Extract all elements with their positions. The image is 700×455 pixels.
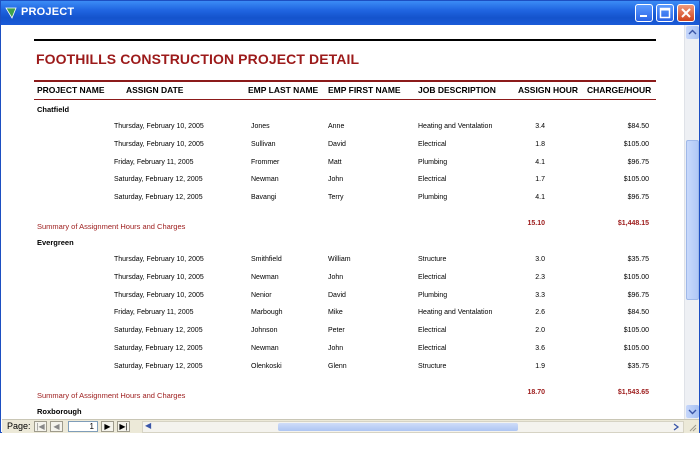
next-page-button[interactable]: ▶	[101, 421, 114, 432]
cell-assign-date: Thursday, February 10, 2005	[114, 273, 204, 281]
cell-emp-last-name: Newman	[251, 273, 279, 281]
cell-job-description: Plumbing	[418, 291, 448, 299]
group-project-name: Chatfield	[37, 105, 70, 114]
cell-job-description: Heating and Ventalation	[418, 123, 493, 130]
cell-assign-hour: 2.0	[535, 327, 545, 335]
app-icon	[5, 7, 17, 19]
cell-assign-hour: 1.7	[535, 176, 545, 184]
cell-assign-date: Saturday, February 12, 2005	[114, 327, 203, 335]
last-page-button[interactable]: ▶|	[117, 421, 130, 432]
group-project-name: Evergreen	[37, 238, 74, 247]
report-canvas	[2, 25, 684, 419]
cell-charge-hour: $84.50	[627, 123, 649, 130]
cell-emp-first-name: John	[328, 273, 344, 281]
cell-assign-hour: 3.4	[535, 123, 545, 130]
cell-emp-last-name: Newman	[251, 345, 279, 352]
cell-assign-hour: 2.3	[535, 273, 545, 281]
cell-emp-first-name: Mike	[328, 309, 343, 317]
cell-job-description: Plumbing	[418, 158, 448, 166]
cell-emp-first-name: David	[328, 291, 346, 299]
group-total-hours: 18.70	[527, 388, 545, 396]
cell-assign-hour: 1.8	[535, 140, 545, 148]
horizontal-scrollbar[interactable]	[142, 421, 684, 433]
cell-charge-hour: $35.75	[627, 256, 649, 263]
cell-emp-first-name: William	[328, 256, 351, 263]
cell-assign-date: Thursday, February 10, 2005	[114, 256, 204, 263]
cell-assign-date: Saturday, February 12, 2005	[114, 345, 203, 352]
header-project-name: PROJECT NAME	[37, 85, 105, 95]
minimize-icon	[636, 5, 652, 21]
scroll-down-button[interactable]	[686, 405, 699, 418]
report-title-rule	[34, 80, 656, 82]
cell-charge-hour: $105.00	[623, 327, 649, 335]
header-job-description: JOB DESCRIPTION	[418, 85, 496, 95]
cell-emp-first-name: Matt	[328, 158, 342, 166]
header-emp-last-name: EMP LAST NAME	[248, 85, 319, 95]
group-total-charge: $1,448.15	[617, 220, 649, 227]
cell-assign-date: Friday, February 11, 2005	[114, 309, 194, 317]
scroll-up-icon	[686, 26, 699, 39]
cell-job-description: Electrical	[418, 345, 447, 352]
cell-charge-hour: $105.00	[623, 176, 649, 184]
cell-assign-hour: 4.1	[535, 194, 545, 202]
close-button[interactable]	[677, 4, 695, 22]
cell-emp-last-name: Marbough	[251, 309, 283, 317]
scroll-left-icon[interactable]: ◀	[145, 421, 152, 430]
title-bar[interactable]	[1, 1, 699, 25]
cell-emp-last-name: Bavangi	[251, 194, 277, 202]
scroll-down-icon	[686, 405, 699, 418]
cell-emp-last-name: Johnson	[251, 327, 278, 335]
maximize-button[interactable]	[656, 4, 674, 22]
cell-emp-last-name: Sullivan	[251, 140, 276, 148]
cell-charge-hour: $105.00	[623, 140, 649, 148]
cell-assign-hour: 4.1	[535, 158, 545, 166]
cell-emp-last-name: Newman	[251, 176, 279, 184]
cell-assign-date: Saturday, February 12, 2005	[114, 176, 203, 184]
cell-charge-hour: $35.75	[627, 362, 649, 370]
cell-charge-hour: $105.00	[623, 273, 649, 281]
cell-emp-last-name: Nenior	[251, 291, 272, 299]
cell-assign-date: Saturday, February 12, 2005	[114, 362, 203, 370]
cell-assign-date: Thursday, February 10, 2005	[114, 123, 204, 130]
scroll-up-button[interactable]	[686, 26, 699, 39]
previous-page-button[interactable]: ◀	[50, 421, 63, 432]
header-rule	[34, 99, 656, 100]
vertical-scroll-thumb[interactable]	[686, 140, 699, 300]
cell-charge-hour: $96.75	[627, 158, 649, 166]
minimize-button[interactable]	[635, 4, 653, 22]
resize-grip-icon[interactable]	[687, 422, 697, 432]
cell-assign-hour: 3.0	[535, 256, 545, 263]
cell-job-description: Structure	[418, 362, 447, 370]
cell-job-description: Electrical	[418, 176, 447, 184]
cell-emp-first-name: John	[328, 345, 344, 352]
cell-emp-first-name: David	[328, 140, 346, 148]
cell-job-description: Electrical	[418, 273, 447, 281]
cell-assign-date: Thursday, February 10, 2005	[114, 140, 204, 148]
cell-job-description: Plumbing	[418, 194, 448, 202]
group-summary-label: Summary of Assignment Hours and Charges	[37, 390, 186, 400]
cell-emp-first-name: John	[328, 176, 344, 184]
group-summary-label: Summary of Assignment Hours and Charges	[37, 222, 186, 231]
group-total-hours: 15.10	[527, 220, 545, 227]
cell-charge-hour: $84.50	[627, 309, 649, 317]
cell-job-description: Electrical	[418, 140, 447, 148]
vertical-scrollbar[interactable]	[684, 25, 699, 419]
window-title: PROJECT	[21, 6, 75, 18]
group-project-name: Roxborough	[37, 406, 82, 416]
group-total-charge: $1,543.65	[617, 388, 649, 396]
maximize-icon	[657, 5, 673, 21]
cell-emp-last-name: Jones	[251, 123, 270, 130]
cell-charge-hour: $105.00	[623, 345, 649, 352]
page-label: Page:	[7, 421, 31, 431]
header-assign-hour: ASSIGN HOUR	[518, 85, 578, 95]
cell-emp-last-name: Smithfield	[251, 256, 282, 263]
cell-emp-last-name: Frommer	[251, 158, 280, 166]
cell-assign-hour: 3.3	[535, 291, 545, 299]
cell-emp-first-name: Anne	[328, 123, 345, 130]
cell-job-description: Structure	[418, 256, 447, 263]
cell-job-description: Heating and Ventalation	[418, 309, 493, 317]
scroll-right-icon[interactable]	[671, 422, 681, 432]
cell-assign-hour: 2.6	[535, 309, 545, 317]
horizontal-scroll-thumb[interactable]	[278, 423, 518, 431]
report-title: FOOTHILLS CONSTRUCTION PROJECT DETAIL	[36, 51, 360, 67]
cell-assign-hour: 1.9	[535, 362, 545, 370]
cell-assign-date: Thursday, February 10, 2005	[114, 291, 204, 299]
header-emp-first-name: EMP FIRST NAME	[328, 85, 401, 95]
cell-charge-hour: $96.75	[627, 291, 649, 299]
header-charge-hour: CHARGE/HOUR	[587, 85, 652, 95]
cell-emp-first-name: Peter	[328, 327, 345, 335]
cell-emp-first-name: Glenn	[328, 362, 347, 370]
cell-assign-date: Friday, February 11, 2005	[114, 158, 194, 166]
cell-emp-last-name: Olenkoski	[251, 362, 282, 370]
header-assign-date: ASSIGN DATE	[126, 85, 184, 95]
cell-emp-first-name: Terry	[328, 194, 344, 202]
cell-charge-hour: $96.75	[627, 194, 649, 202]
close-icon	[678, 5, 694, 21]
cell-assign-date: Saturday, February 12, 2005	[114, 194, 203, 202]
cell-assign-hour: 3.6	[535, 345, 545, 352]
record-navigation-bar	[2, 419, 699, 433]
report-top-rule	[34, 39, 656, 41]
page-number-field[interactable]: 1	[68, 421, 98, 432]
cell-job-description: Electrical	[418, 327, 447, 335]
first-page-button[interactable]: |◀	[34, 421, 47, 432]
